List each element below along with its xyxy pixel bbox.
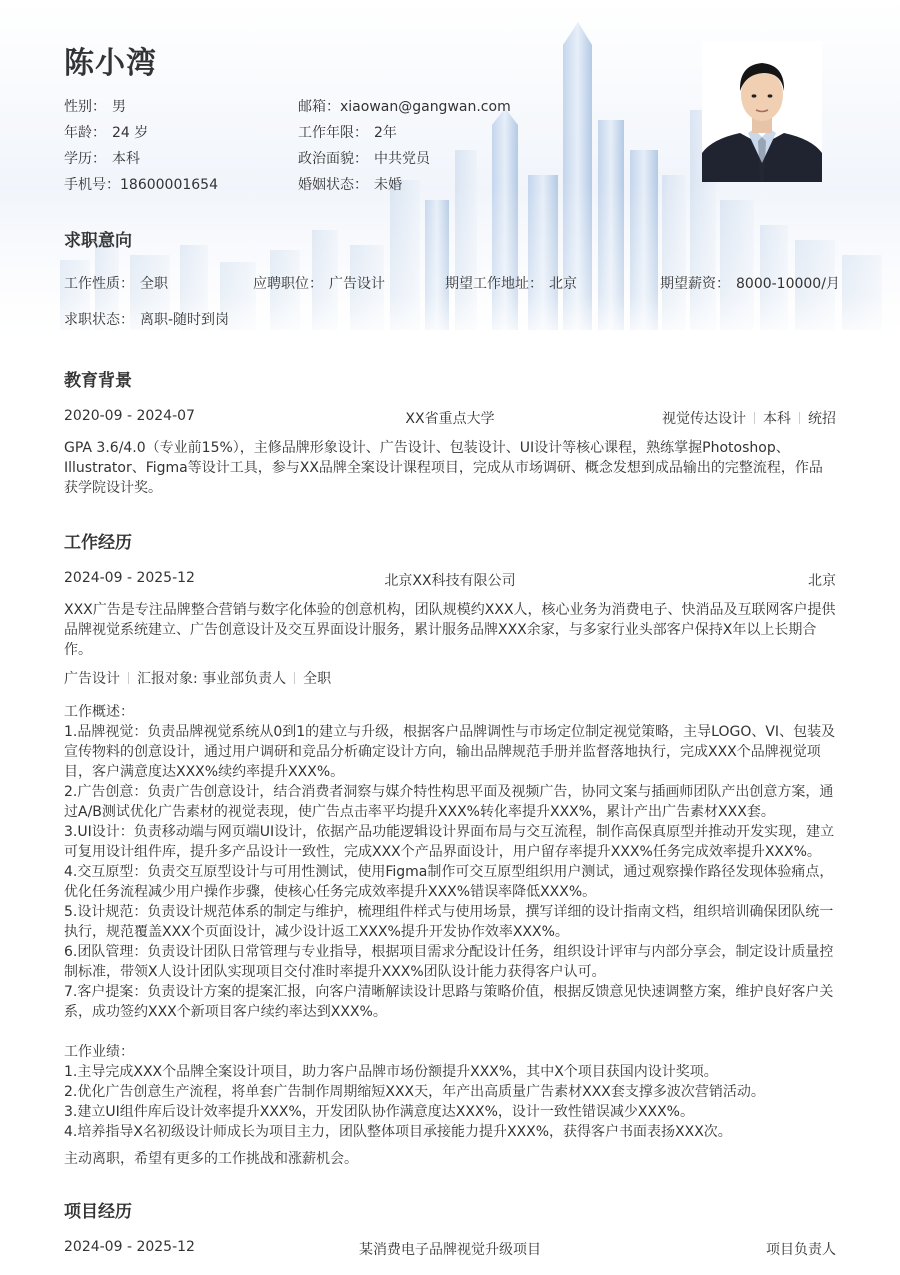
job-location-value: 北京 <box>549 276 577 292</box>
marital-label: 婚姻状态： <box>298 177 368 193</box>
work-details <box>64 702 836 1142</box>
separator <box>294 672 295 684</box>
age-value: 24 岁 <box>112 125 149 141</box>
job-location-label: 期望工作地址： <box>445 276 543 292</box>
work-detail-line: 2.广告创意：负责广告创意设计，结合消费者洞察与媒介特性构思平面及视频广告，协同文案与插画师团队产出创意方案，通过A/B测试优化广告素材的视觉表现，使广告点击率平均提升XXX%转化率提升XXX%，累计产出广告素材XXX套。 <box>64 784 834 820</box>
education-school: XX省重点大学 <box>405 411 495 427</box>
education-degree: 本科 <box>763 411 791 427</box>
job-type-value: 全职 <box>140 276 168 292</box>
experience-label: 工作年限： <box>298 125 368 141</box>
marital-value: 未婚 <box>374 177 402 193</box>
politics-field <box>298 148 430 168</box>
education-level-label: 学历： <box>64 151 106 167</box>
education-period: 2020-09 - 2024-07 <box>64 408 195 424</box>
job-status-label: 求职状态： <box>64 312 134 328</box>
politics-value: 中共党员 <box>374 151 430 167</box>
leave-reason: 主动离职，希望有更多的工作挑战和涨薪机会。 <box>64 1151 358 1167</box>
education-level-value: 本科 <box>112 151 140 167</box>
marital-field <box>298 174 402 194</box>
company-description: XXX广告是专注品牌整合营销与数字化体验的创意机构，团队规模约XXX人，核心业务为消费电子、快消品及互联网客户提供品牌视觉系统建立、广告创意设计及交互界面设计服务，累计服务品牌XXX余家，与多家行业头部客户保持X年以上长期合作。 <box>64 602 836 658</box>
separator <box>128 672 129 684</box>
separator <box>799 412 800 424</box>
project-section-title: 项目经历 <box>64 1202 132 1222</box>
education-major-degree <box>662 408 836 428</box>
project-header-row <box>64 1239 836 1259</box>
gender-field <box>64 96 126 116</box>
work-detail-line: 1.品牌视觉：负责品牌视觉系统从0到1的建立与升级，根据客户品牌调性与市场定位制定视觉策略，主导LOGO、VI、包装及宣传物料的创意设计，通过用户调研和竞品分析确定设计方向，输出品牌规范手册并监督落地执行，完成XXX个品牌视觉项目，客户满意度达XXX%续约率提升XXX%。 <box>64 724 836 780</box>
job-type-label: 工作性质： <box>64 276 134 292</box>
work-period: 2024-09 - 2025-12 <box>64 570 195 586</box>
education-header-row <box>64 408 836 428</box>
work-detail-line: 1.主导完成XXX个品牌全案设计项目，助力客户品牌市场份额提升XXX%，其中X个项目获国内设计奖项。 <box>64 1064 718 1080</box>
work-detail-line: 工作业绩： <box>64 1044 134 1060</box>
work-detail-line: 3.UI设计：负责移动端与网页端UI设计，依据产品功能逻辑设计界面布局与交互流程，制作高保真原型并推动开发实现，建立可复用设计组件库，提升多产品设计一致性，完成XXX个产品界面设计，用户留存率提升XXX%任务完成效率提升XXX%。 <box>64 824 835 860</box>
work-header-row <box>64 570 836 590</box>
email-field <box>298 96 511 116</box>
phone-value: 18600001654 <box>120 177 218 193</box>
job-position-value: 广告设计 <box>329 276 385 292</box>
phone-label: 手机号： <box>64 177 120 193</box>
education-level-field <box>64 148 140 168</box>
work-detail-line: 2.优化广告创意生产流程，将单套广告制作周期缩短XXX天，年产出高质量广告素材XXX套支撑多波次营销活动。 <box>64 1084 765 1100</box>
job-status-value: 离职-随时到岗 <box>140 312 230 328</box>
education-section-title: 教育背景 <box>64 371 132 391</box>
work-tag-report: 汇报对象: 事业部负责人 <box>137 671 287 687</box>
work-tags <box>64 668 331 688</box>
work-detail-line: 5.设计规范：负责设计规范体系的制定与维护，梳理组件样式与使用场景，撰写详细的设计指南文档，组织培训确保团队统一执行，规范覆盖XXX个页面设计，减少设计返工XXX%提升开发协作效率XXX%。 <box>64 904 834 940</box>
job-status-field <box>64 309 229 329</box>
work-tag-type: 全职 <box>303 671 332 687</box>
work-detail-line: 6.团队管理：负责设计团队日常管理与专业指导，根据项目需求分配设计任务，组织设计评审与内部分享会，制定设计质量控制标准，带领X人设计团队实现项目交付准时率提升XXX%团队设计能力获得客户认可。 <box>64 944 834 980</box>
work-tag-role: 广告设计 <box>64 671 120 687</box>
age-field <box>64 122 148 142</box>
project-name: 某消费电子品牌视觉升级项目 <box>359 1242 541 1258</box>
project-role: 项目负责人 <box>766 1242 836 1258</box>
job-type-field <box>64 273 168 293</box>
separator <box>754 412 755 424</box>
profile-photo <box>702 41 822 182</box>
salary-field <box>660 273 840 293</box>
project-period: 2024-09 - 2025-12 <box>64 1239 195 1255</box>
gender-value: 男 <box>112 99 126 115</box>
work-company: 北京XX科技有限公司 <box>384 573 516 589</box>
experience-field <box>298 122 397 142</box>
work-detail-line: 4.培养指导X名初级设计师成长为项目主力，团队整体项目承接能力提升XXX%，获得客户书面表扬XXX次。 <box>64 1124 732 1140</box>
job-position-label: 应聘职位： <box>253 276 323 292</box>
job-position-field <box>253 273 385 293</box>
work-detail-line: 工作概述： <box>64 704 134 720</box>
work-detail-line: 7.客户提案：负责设计方案的提案汇报，向客户清晰解读设计思路与策略价值，根据反馈意见快速调整方案，维护良好客户关系，成功签约XXX个新项目客户续约率达到XXX%。 <box>64 984 834 1020</box>
education-description: GPA 3.6/4.0（专业前15%），主修品牌形象设计、广告设计、包装设计、UI设计等核心课程，熟练掌握Photoshop、Illustrator、Figma等设计工具，参与XX品牌全案设计课程项目，完成从市场调研、概念发想到成品输出的完整流程，作品获学院设计奖。 <box>64 440 823 496</box>
intent-section-title: 求职意向 <box>64 231 132 251</box>
work-detail-line: 3.建立UI组件库后设计效率提升XXX%，开发团队协作满意度达XXX%，设计一致性错误减少XXX%。 <box>64 1104 694 1120</box>
job-location-field <box>445 273 577 293</box>
work-city: 北京 <box>808 573 836 589</box>
education-mode: 统招 <box>808 411 836 427</box>
candidate-name: 陈小湾 <box>64 46 157 81</box>
age-label: 年龄： <box>64 125 106 141</box>
experience-value: 2年 <box>374 125 397 141</box>
work-section-title: 工作经历 <box>64 533 132 553</box>
work-detail-line: 4.交互原型：负责交互原型设计与可用性测试，使用Figma制作可交互原型组织用户测试，通过观察操作路径发现体验痛点，优化任务流程减少用户操作步骤，使核心任务完成效率提升XXX%错误率降低XXX%。 <box>64 864 834 900</box>
politics-label: 政治面貌： <box>298 151 368 167</box>
salary-value: 8000-10000/月 <box>736 276 840 292</box>
person-portrait-icon <box>702 41 822 182</box>
education-major: 视觉传达设计 <box>662 411 746 427</box>
gender-label: 性别： <box>64 99 106 115</box>
email-label: 邮箱： <box>298 99 340 115</box>
salary-label: 期望薪资： <box>660 276 730 292</box>
phone-field <box>64 174 218 194</box>
email-value: xiaowan@gangwan.com <box>340 99 511 115</box>
work-detail-spacer <box>64 1022 836 1042</box>
